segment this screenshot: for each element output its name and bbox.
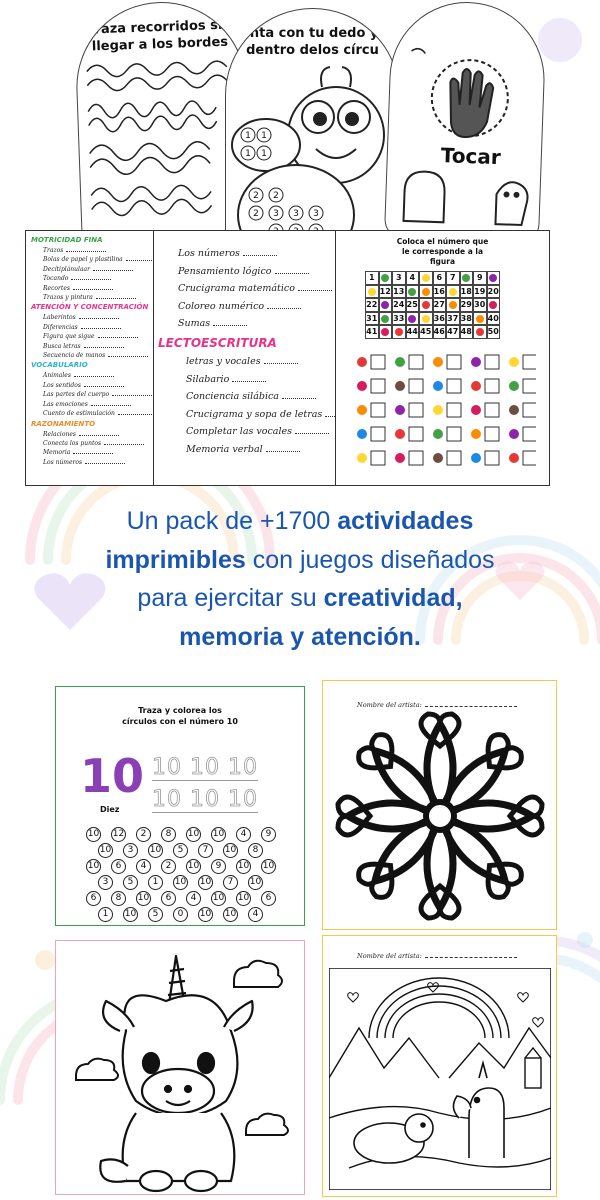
fruit-icon bbox=[509, 381, 519, 391]
grid-cell: 13 bbox=[392, 285, 406, 299]
fruit-icon bbox=[489, 301, 497, 309]
answer-box bbox=[485, 403, 499, 417]
svg-text:1: 1 bbox=[261, 131, 267, 141]
answer-box bbox=[447, 379, 461, 393]
index-section-title: RAZONAMIENTO bbox=[31, 419, 96, 428]
fruit-icon bbox=[395, 357, 405, 367]
answer-box bbox=[485, 379, 499, 393]
grid-cell: 20 bbox=[487, 285, 501, 299]
number-ten-worksheet bbox=[55, 686, 305, 926]
fruit-checkbox-item bbox=[471, 427, 499, 441]
fruit-checkbox-item bbox=[395, 451, 423, 465]
index-item: Crucigrama matemático bbox=[178, 280, 342, 298]
fruit-icon bbox=[422, 315, 430, 323]
number-circle: 6 bbox=[161, 891, 176, 906]
grid-cell: 24 bbox=[392, 298, 406, 312]
mandala-center bbox=[426, 802, 454, 830]
fruit-icon bbox=[509, 405, 519, 415]
grid-cell: 41 bbox=[365, 325, 379, 339]
number-circle: 8 bbox=[161, 827, 176, 842]
number-circle: 5 bbox=[123, 875, 138, 890]
index-item: Las partes del cuerpo bbox=[31, 390, 156, 399]
number-circle: 10 bbox=[123, 907, 138, 922]
grid-cell: 9 bbox=[473, 271, 487, 285]
answer-box bbox=[409, 451, 423, 465]
fruit-icon bbox=[471, 405, 481, 415]
index-item: Trazos bbox=[31, 246, 156, 255]
fruit-checkbox-item bbox=[509, 427, 536, 441]
grid-cell: 47 bbox=[446, 325, 460, 339]
number-circle: 5 bbox=[148, 907, 163, 922]
bee-card-title: Pinta con tu dedo y t dentro delos círcu bbox=[235, 26, 390, 58]
fruit-checkbox-item bbox=[509, 355, 536, 369]
fruit-icon bbox=[433, 429, 443, 439]
index-item: letras y vocales bbox=[178, 353, 342, 371]
grid-cell bbox=[406, 285, 420, 299]
worksheet-10-title: Traza y colorea los círculos con el número 10 bbox=[122, 706, 238, 726]
number-circle: 6 bbox=[111, 859, 126, 874]
fruit-icon bbox=[395, 429, 405, 439]
number-circle: 10 bbox=[186, 859, 201, 874]
number-circle: 10 bbox=[236, 859, 251, 874]
svg-text:2: 2 bbox=[253, 209, 259, 219]
index-item: Tocando bbox=[31, 274, 156, 283]
index-item: Memoria bbox=[31, 448, 156, 457]
grid-cell bbox=[446, 298, 460, 312]
fruit-icon bbox=[471, 429, 481, 439]
svg-text:1: 1 bbox=[261, 149, 267, 159]
fruit-checkbox-item bbox=[471, 451, 499, 465]
grid-cell: 36 bbox=[433, 312, 447, 326]
fruit-checkbox-item bbox=[471, 379, 499, 393]
fruit-checkbox-item bbox=[357, 355, 385, 369]
fruit-icon bbox=[381, 315, 389, 323]
svg-text:3: 3 bbox=[313, 209, 319, 219]
grid-cell bbox=[379, 312, 393, 326]
grid-cell: 45 bbox=[419, 325, 433, 339]
answer-box bbox=[447, 427, 461, 441]
index-item: Los números bbox=[178, 245, 342, 263]
number-grid bbox=[365, 271, 502, 341]
number-circle: 4 bbox=[186, 891, 201, 906]
number-circle: 7 bbox=[198, 843, 213, 858]
number-circle: 10 bbox=[148, 843, 163, 858]
grid-cell: 27 bbox=[433, 298, 447, 312]
mandala-card bbox=[322, 680, 557, 930]
trace-row-1: 10 10 10 bbox=[152, 755, 258, 780]
number-match-sheet bbox=[335, 230, 550, 486]
answer-box bbox=[447, 451, 461, 465]
rainbow-scene-card bbox=[322, 935, 557, 1197]
grid-cell bbox=[379, 325, 393, 339]
grid-cell bbox=[473, 325, 487, 339]
grid-cell bbox=[392, 325, 406, 339]
answer-box bbox=[447, 403, 461, 417]
fruit-icon bbox=[509, 357, 519, 367]
index-item: Relaciones bbox=[31, 430, 156, 439]
grid-cell bbox=[379, 298, 393, 312]
index-item: Silabario bbox=[178, 371, 342, 389]
number-circle: 4 bbox=[248, 907, 263, 922]
index-section-title: LECTOESCRITURA bbox=[158, 335, 277, 350]
fruit-checkbox-item bbox=[509, 379, 536, 393]
index-item: Diferencias bbox=[31, 323, 156, 332]
touch-card bbox=[384, 0, 547, 245]
grid-cell: 40 bbox=[487, 312, 501, 326]
fruit-icon bbox=[449, 301, 457, 309]
number-circle: 10 bbox=[86, 827, 101, 842]
fruit-checkbox-item bbox=[357, 451, 385, 465]
fruit-icon bbox=[471, 453, 481, 463]
number-circle: 10 bbox=[136, 891, 151, 906]
number-circle: 10 bbox=[186, 827, 201, 842]
answer-box bbox=[523, 379, 536, 393]
index-item: Laberintos bbox=[31, 313, 156, 322]
number-circle: 6 bbox=[86, 891, 101, 906]
index-item: Cuento de estimulación bbox=[31, 409, 156, 418]
index-item: Los sentidos bbox=[31, 381, 156, 390]
fruit-checkbox-item bbox=[509, 451, 536, 465]
answer-box bbox=[523, 355, 536, 369]
grid-cell: 4 bbox=[406, 271, 420, 285]
answer-box bbox=[523, 427, 536, 441]
index-sheet-left bbox=[25, 230, 157, 486]
grid-cell: 31 bbox=[365, 312, 379, 326]
fruit-checkbox-item bbox=[395, 403, 423, 417]
answer-box bbox=[485, 451, 499, 465]
number-circle: 0 bbox=[173, 907, 188, 922]
answer-box bbox=[409, 403, 423, 417]
index-item: Bolas de papel y plastilina bbox=[31, 255, 156, 264]
index-item: Memoria verbal bbox=[178, 441, 342, 459]
number-word: Diez bbox=[100, 805, 120, 814]
svg-text:1: 1 bbox=[245, 149, 251, 159]
grid-cell bbox=[406, 312, 420, 326]
grid-cell: 33 bbox=[392, 312, 406, 326]
svg-text:3: 3 bbox=[273, 209, 279, 219]
grid-cell: 22 bbox=[365, 298, 379, 312]
fruit-icon bbox=[422, 274, 430, 282]
number-circle: 8 bbox=[248, 843, 263, 858]
fruit-checkbox-item bbox=[395, 427, 423, 441]
index-item: Sumas bbox=[178, 315, 342, 333]
number-circle: 10 bbox=[211, 891, 226, 906]
fruit-icon bbox=[395, 381, 405, 391]
number-circle: 10 bbox=[198, 875, 213, 890]
trace-card-title: Traza recorridos sin llegar a los bordes bbox=[86, 17, 232, 55]
svg-text:2: 2 bbox=[253, 191, 259, 201]
fruit-icon bbox=[509, 453, 519, 463]
answer-box bbox=[485, 355, 499, 369]
grid-cell: 25 bbox=[406, 298, 420, 312]
fruit-icon bbox=[433, 453, 443, 463]
answer-box bbox=[523, 403, 536, 417]
answer-box bbox=[409, 355, 423, 369]
fruit-checkbox-item bbox=[395, 355, 423, 369]
number-circle: 4 bbox=[136, 859, 151, 874]
grid-cell bbox=[419, 312, 433, 326]
grid-cell: 29 bbox=[460, 298, 474, 312]
fruit-icon bbox=[381, 274, 389, 282]
fruit-icon bbox=[433, 405, 443, 415]
fruit-icon bbox=[368, 288, 376, 296]
fruit-checkbox-item bbox=[471, 403, 499, 417]
fruit-icon bbox=[357, 405, 367, 415]
index-section-title: ATENCIÓN Y CONCENTRACIÓN bbox=[31, 303, 149, 312]
answer-box bbox=[371, 403, 385, 417]
index-item: Coloreo numérico bbox=[178, 298, 342, 316]
grid-cell: 7 bbox=[446, 271, 460, 285]
artist-name-label: Nombre del artista: bbox=[357, 701, 517, 709]
answer-box bbox=[371, 355, 385, 369]
answer-box bbox=[371, 379, 385, 393]
number-circle: 10 bbox=[248, 875, 263, 890]
grid-cell: 50 bbox=[487, 325, 501, 339]
index-item: Conciencia silábica bbox=[178, 388, 342, 406]
number-circle: 1 bbox=[148, 875, 163, 890]
artist-name-label-2: Nombre del artista: bbox=[357, 952, 517, 960]
index-item: Animales bbox=[31, 371, 156, 380]
svg-text:2: 2 bbox=[273, 191, 279, 201]
number-circle: 10 bbox=[173, 875, 188, 890]
number-circle: 7 bbox=[223, 875, 238, 890]
fruit-icon bbox=[476, 328, 484, 336]
index-item: Secuencia de manos bbox=[31, 351, 156, 360]
grid-cell: 44 bbox=[406, 325, 420, 339]
unicorn-card bbox=[55, 940, 305, 1195]
index-item: Figura que sigue bbox=[31, 332, 156, 341]
fruit-icon bbox=[433, 357, 443, 367]
trace-row-2: 10 10 10 bbox=[152, 787, 258, 812]
fruit-checkbox-item bbox=[509, 403, 536, 417]
tagline: Un pack de +1700 actividades imprimibles con juegos diseñados para ejercitar su creatividad, memoria y atención. bbox=[105, 507, 495, 651]
number-circle: 2 bbox=[161, 859, 176, 874]
index-item: Pensamiento lógico bbox=[178, 263, 342, 281]
answer-box bbox=[523, 451, 536, 465]
fruit-icon bbox=[395, 328, 403, 336]
number-circle: 3 bbox=[98, 875, 113, 890]
svg-text:3: 3 bbox=[293, 209, 299, 219]
number-circle: 10 bbox=[223, 843, 238, 858]
index-item: Busca letras bbox=[31, 342, 156, 351]
number-circle: 4 bbox=[236, 827, 251, 842]
fruit-icon bbox=[408, 315, 416, 323]
index-item: Completar las vocales bbox=[178, 423, 342, 441]
grid-cell: 30 bbox=[473, 298, 487, 312]
number-circle: 10 bbox=[86, 859, 101, 874]
number-circle: 5 bbox=[173, 843, 188, 858]
number-circle: 3 bbox=[123, 843, 138, 858]
fruit-icon bbox=[471, 381, 481, 391]
mandala-drawing bbox=[323, 711, 557, 926]
number-circle: 10 bbox=[98, 843, 113, 858]
grid-cell: 3 bbox=[392, 271, 406, 285]
touch-word: Tocar bbox=[440, 143, 502, 170]
fruit-checkbox-item bbox=[433, 451, 461, 465]
answer-box bbox=[371, 427, 385, 441]
fruit-icon bbox=[395, 453, 405, 463]
grid-cell: 46 bbox=[433, 325, 447, 339]
fruit-checklist bbox=[356, 353, 536, 478]
fruit-icon bbox=[489, 274, 497, 282]
number-circle: 10 bbox=[211, 827, 226, 842]
index-item: Crucigrama y sopa de letras bbox=[178, 406, 342, 424]
index-item: Recortes bbox=[31, 284, 156, 293]
fruit-checkbox-item bbox=[357, 403, 385, 417]
answer-box bbox=[409, 379, 423, 393]
fruit-icon bbox=[462, 274, 470, 282]
fruit-icon bbox=[408, 288, 416, 296]
fruit-icon bbox=[476, 315, 484, 323]
index-section-title: VOCABULARIO bbox=[31, 361, 88, 370]
grid-cell: 18 bbox=[460, 285, 474, 299]
number-circle: 10 bbox=[198, 907, 213, 922]
fruit-icon bbox=[395, 405, 405, 415]
fruit-icon bbox=[449, 288, 457, 296]
fruit-icon bbox=[381, 328, 389, 336]
fruit-icon bbox=[422, 288, 430, 296]
grid-cell bbox=[460, 271, 474, 285]
fruit-checkbox-item bbox=[357, 379, 385, 393]
hand-illustration bbox=[385, 40, 547, 244]
fruit-checkbox-item bbox=[433, 427, 461, 441]
scene-drawing bbox=[329, 968, 551, 1190]
grid-cell bbox=[487, 298, 501, 312]
fruit-icon bbox=[471, 357, 481, 367]
grid-cell: 38 bbox=[460, 312, 474, 326]
answer-box bbox=[485, 427, 499, 441]
number-circle: 6 bbox=[261, 891, 276, 906]
fruit-icon bbox=[509, 429, 519, 439]
grid-cell bbox=[419, 271, 433, 285]
fruit-checkbox-item bbox=[357, 427, 385, 441]
number-circle: 8 bbox=[111, 891, 126, 906]
index-item: Decítiplánulaar bbox=[31, 265, 156, 274]
answer-box bbox=[409, 427, 423, 441]
unicorn-drawing bbox=[56, 941, 305, 1195]
fruit-icon bbox=[357, 381, 367, 391]
fruit-checkbox-item bbox=[395, 379, 423, 393]
fruit-icon bbox=[381, 301, 389, 309]
fruit-icon bbox=[357, 453, 367, 463]
fruit-checkbox-item bbox=[471, 355, 499, 369]
index-item: Las emociones bbox=[31, 400, 156, 409]
number-circle: 10 bbox=[223, 907, 238, 922]
grid-cell bbox=[487, 271, 501, 285]
grid-cell: 48 bbox=[460, 325, 474, 339]
number-circle: 9 bbox=[211, 859, 226, 874]
grid-cell: 6 bbox=[433, 271, 447, 285]
fruit-checkbox-item bbox=[433, 403, 461, 417]
number-circle: 2 bbox=[136, 827, 151, 842]
grid-cell bbox=[473, 312, 487, 326]
number-circle: 10 bbox=[236, 891, 251, 906]
index-sheet-middle bbox=[153, 230, 343, 486]
grid-cell bbox=[419, 285, 433, 299]
number-circle: 12 bbox=[111, 827, 126, 842]
grid-cell bbox=[446, 285, 460, 299]
number-circle: 1 bbox=[98, 907, 113, 922]
number-circles bbox=[86, 827, 286, 923]
grid-cell: 1 bbox=[365, 271, 379, 285]
grid-cell: 19 bbox=[473, 285, 487, 299]
number-match-title: Coloca el número que le corresponde a la figura bbox=[396, 237, 489, 266]
answer-box bbox=[447, 355, 461, 369]
grid-cell: 12 bbox=[379, 285, 393, 299]
grid-cell: 37 bbox=[446, 312, 460, 326]
number-circle: 9 bbox=[261, 827, 276, 842]
answer-box bbox=[371, 451, 385, 465]
index-section-title: MOTRICIDAD FINA bbox=[31, 236, 103, 244]
svg-text:1: 1 bbox=[245, 131, 251, 141]
fruit-icon bbox=[422, 301, 430, 309]
grid-cell bbox=[379, 271, 393, 285]
fruit-checkbox-item bbox=[433, 379, 461, 393]
grid-cell bbox=[365, 285, 379, 299]
index-item: Los números bbox=[31, 458, 156, 467]
big-number-ten: 10 bbox=[80, 749, 145, 803]
number-circle: 10 bbox=[261, 859, 276, 874]
fruit-checkbox-item bbox=[433, 355, 461, 369]
grid-cell: 16 bbox=[433, 285, 447, 299]
grid-cell bbox=[419, 298, 433, 312]
index-item: Conecta los puntos bbox=[31, 439, 156, 448]
index-item: Trazos y pintura bbox=[31, 293, 156, 302]
fruit-icon bbox=[357, 429, 367, 439]
fruit-icon bbox=[433, 381, 443, 391]
fruit-icon bbox=[357, 357, 367, 367]
